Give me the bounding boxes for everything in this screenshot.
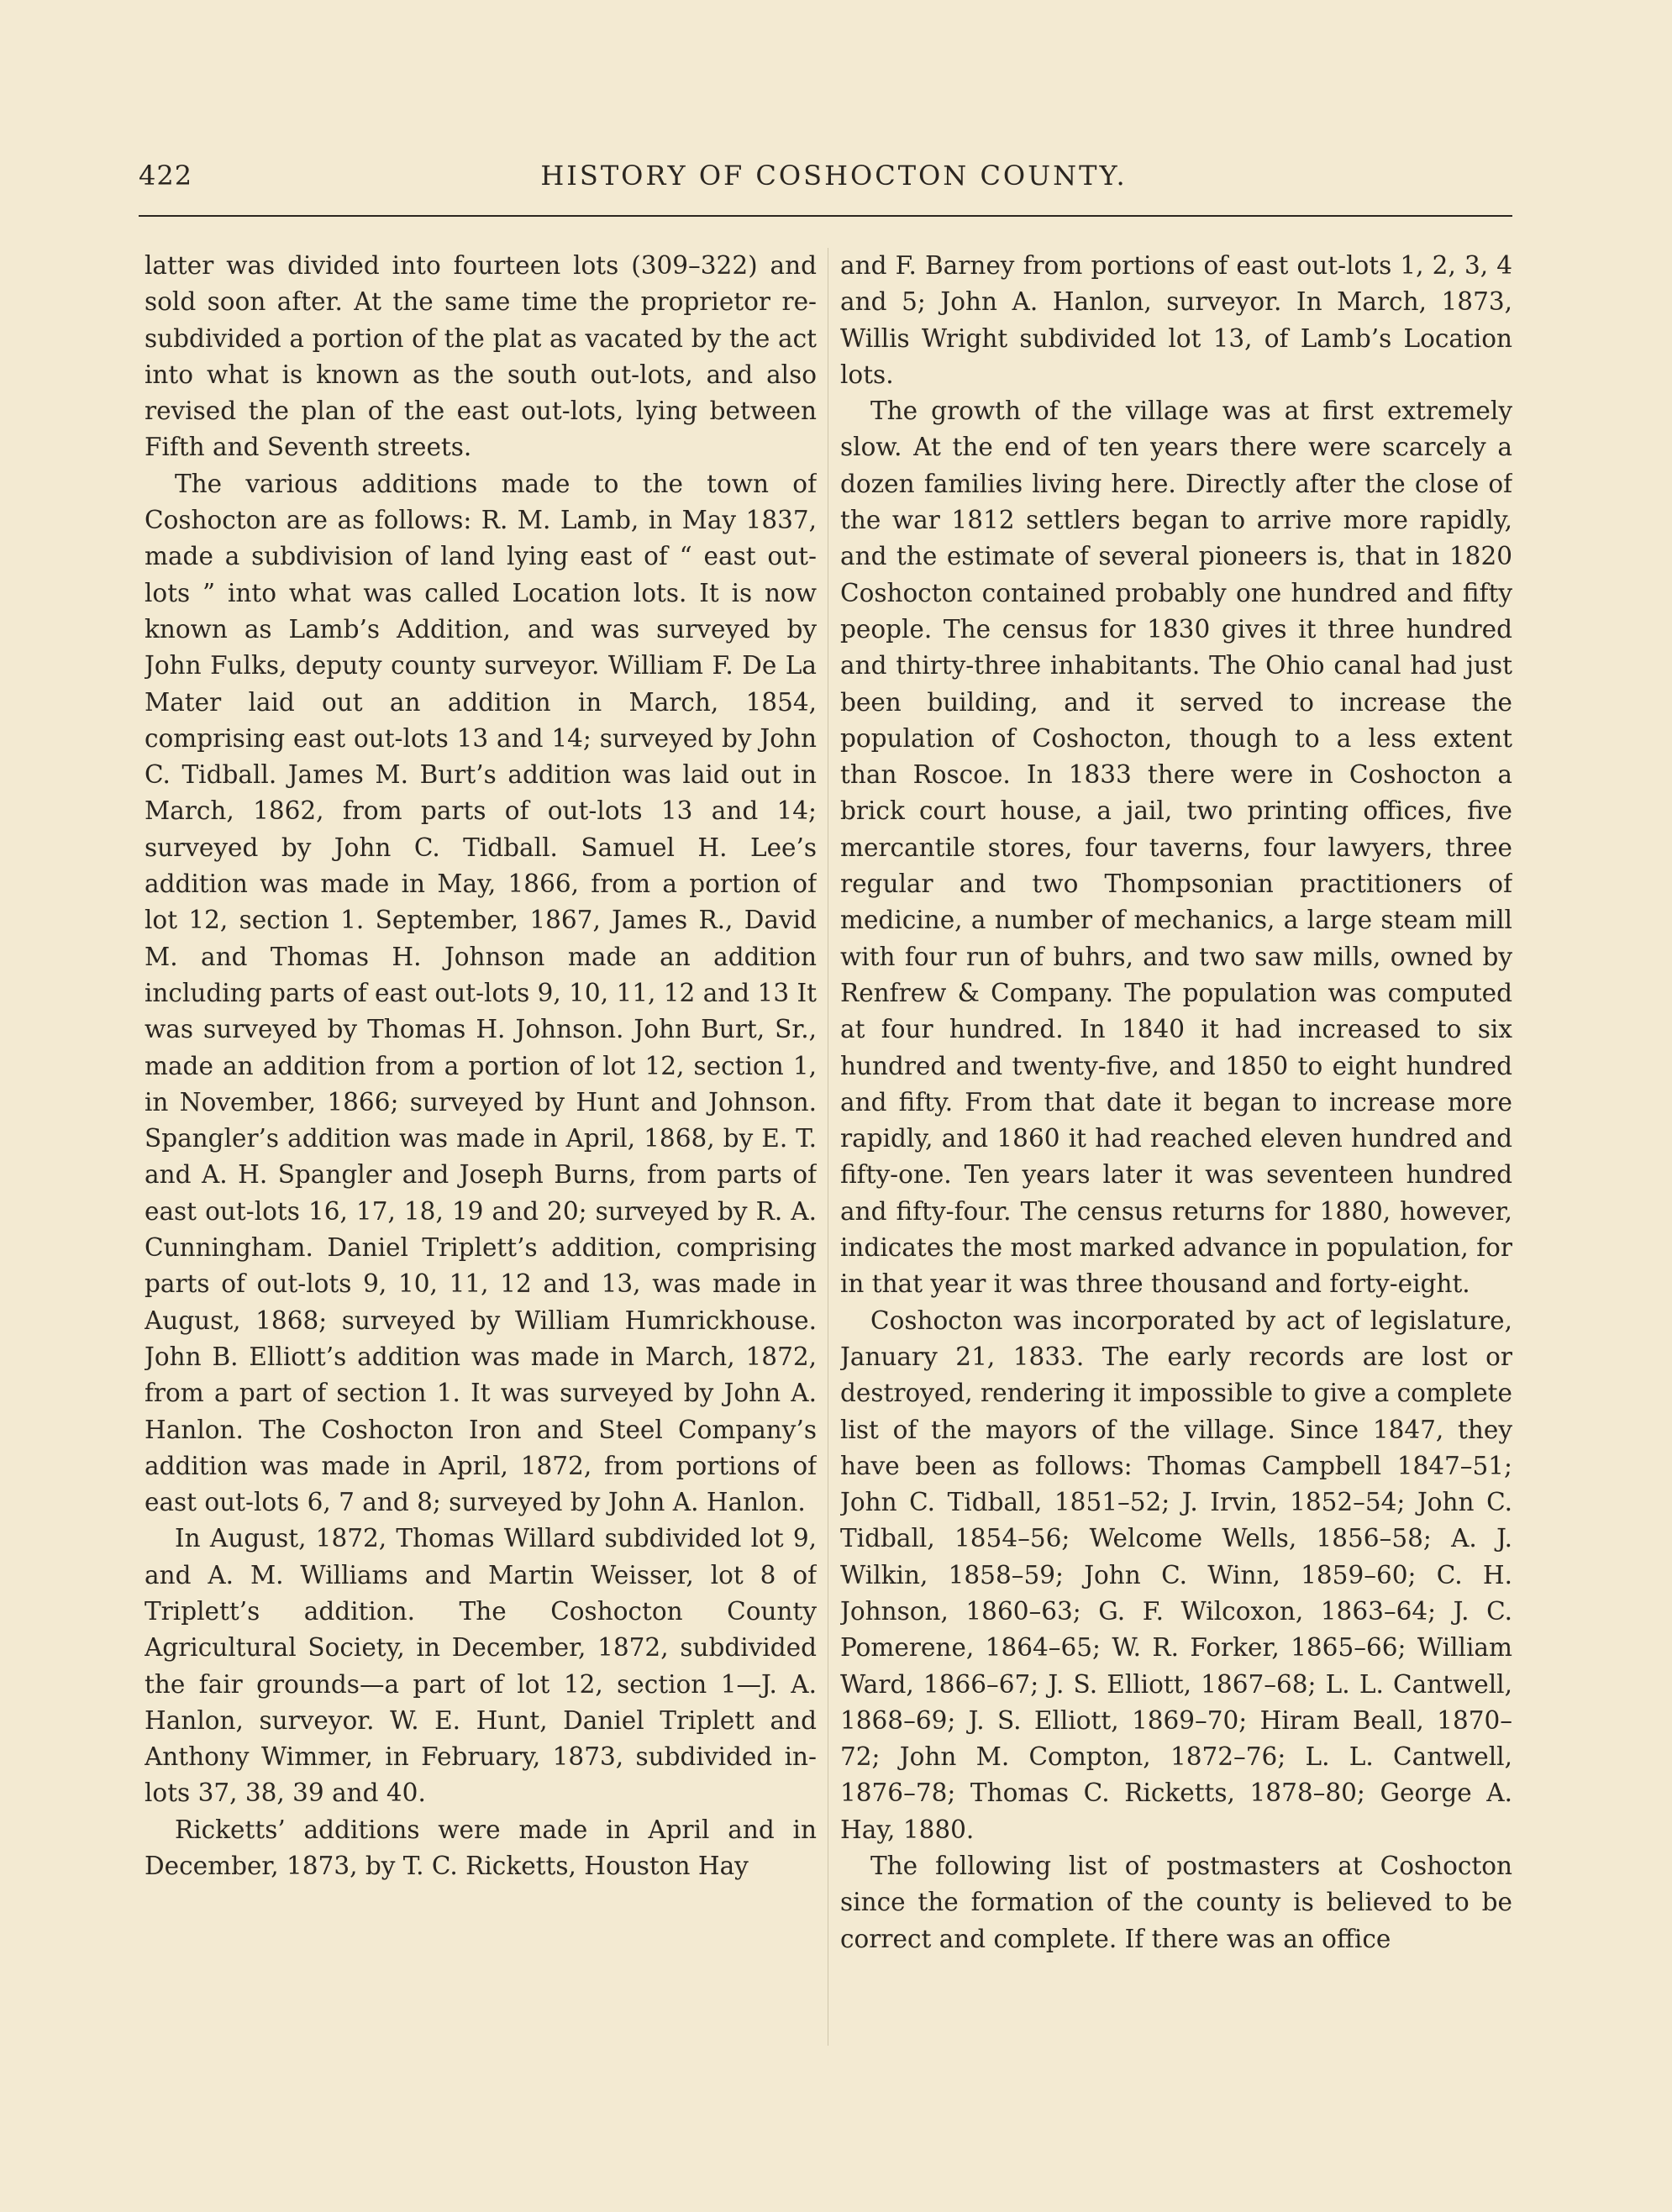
paragraph: The various additions made to the town of Coshocton are as follows: R. M. Lamb, in May 1837, made a subdivision of land lying east of “ east out-lots ” into what was called Location lots. It is now known as Lamb’s Addition, and was surveyed by John Fulks, deputy county surveyor. William F. De La Mater laid out an addition in March, 1854, comprising east out-lots 13 and 14; surveyed by John C. Tidball. James M. Burt’s addition was laid out in March, 1862, from parts of out-lots 13 and 14; surveyed by John C. Tidball. Samuel H. Lee’s addition was made in May, 1866, from a portion of lot 12, section 1. September, 1867, James R., David M. and Thomas H. Johnson made an addition including parts of east out-lots 9, 10, 11, 12 and 13 It was surveyed by Thomas H. Johnson. John Burt, Sr., made an addition from a portion of lot 12, section 1, in November, 1866; surveyed by Hunt and Johnson. Spangler’s addition was made in April, 1868, by E. T. and A. H. Spangler and Joseph Burns, from parts of east out-lots 16, 17, 18, 19 and 20; surveyed by R. A. Cunningham. Daniel Triplett’s addition, comprising parts of out-lots 9, 10, 11, 12 and 13, was made in August, 1868; surveyed by William Humrickhouse. John B. Elliott’s addition was made in March, 1872, from a part of section 1. It was surveyed by John A. Hanlon. The Coshocton Iron and Steel Company’s addition was made in April, 1872, from portions of east out-lots 6, 7 and 8; surveyed by John A. Hanlon. <box>145 469 817 1517</box>
paragraph: Coshocton was incorporated by act of legislature, January 21, 1833. The early records are lost or destroyed, rendering it impossible to give a complete list of the mayors of the village. Since 1847, they have been as follows: Thomas Campbell 1847–51; John C. Tidball, 1851–52; J. Irvin, 1852–54; John C. Tidball, 1854–56; Welcome Wells, 1856–58; A. J. Wilkin, 1858–59; John C. Winn, 1859–60; C. H. Johnson, 1860–63; G. F. Wilcoxon, 1863–64; J. C. Pomerene, 1864–65; W. R. Forker, 1865–66; William Ward, 1866–67; J. S. Elliott, 1867–68; L. L. Cantwell, 1868–69; J. S. Elliott, 1869–70; Hiram Beall, 1870–72; John M. Compton, 1872–76; L. L. Cantwell, 1876–78; Thomas C. Ricketts, 1878–80; George A. Hay, 1880. <box>840 1306 1512 1844</box>
paragraph: and F. Barney from portions of east out-lots 1, 2, 3, 4 and 5; John A. Hanlon, surveyor. In March, 1873, Willis Wright subdivided lot 13, of Lamb’s Location lots. <box>840 251 1512 389</box>
paragraph: The growth of the village was at first extremely slow. At the end of ten years there were scarcely a dozen families living here. Directly after the close of the war 1812 settlers began to arrive more rapidly, and the estimate of several pioneers is, that in 1820 Coshocton contained probably one hundred and fifty people. The census for 1830 gives it three hundred and thirty-three inhabitants. The Ohio canal had just been building, and it served to increase the population of Coshocton, though to a less extent than Roscoe. In 1833 there were in Coshocton a brick court house, a jail, two printing offices, five mercantile stores, four taverns, four lawyers, three regular and two Thompsonian practitioners of medicine, a number of mechanics, a large steam mill with four run of buhrs, and two saw mills, owned by Renfrew & Company. The population was computed at four hundred. In 1840 it had increased to six hundred and twenty-five, and 1850 to eight hundred and fifty. From that date it began to increase more rapidly, and 1860 it had reached eleven hundred and fifty-one. Ten years later it was seventeen hundred and fifty-four. The census returns for 1880, however, indicates the most marked advance in population, for in that year it was three thousand and forty-eight. <box>840 397 1512 1299</box>
left-column <box>145 248 817 2079</box>
paragraph: The following list of postmasters at Coshocton since the formation of the county is believed to be correct and complete. If there was an office <box>840 1852 1512 1953</box>
header-rule <box>139 215 1512 217</box>
page-number: 422 <box>139 160 193 192</box>
running-head: HISTORY OF COSHOCTON COUNTY. <box>540 160 1128 192</box>
paragraph: latter was divided into fourteen lots (309–322) and sold soon after. At the same time the proprietor re-subdivided a portion of the plat as vacated by the act into what is known as the south out-lots, and also revised the plan of the east out-lots, lying between Fifth and Seventh streets. <box>145 251 817 462</box>
paragraph: Ricketts’ additions were made in April and in December, 1873, by T. C. Ricketts, Houston Hay <box>145 1815 817 1881</box>
right-column <box>840 248 1512 2079</box>
page-header <box>139 160 1529 207</box>
paragraph: In August, 1872, Thomas Willard subdivided lot 9, and A. M. Williams and Martin Weisser, lot 8 of Triplett’s addition. The Coshocton County Agricultural Society, in December, 1872, subdivided the fair grounds—a part of lot 12, section 1—J. A. Hanlon, surveyor. W. E. Hunt, Daniel Triplett and Anthony Wimmer, in February, 1873, subdivided in-lots 37, 38, 39 and 40. <box>145 1524 817 1808</box>
